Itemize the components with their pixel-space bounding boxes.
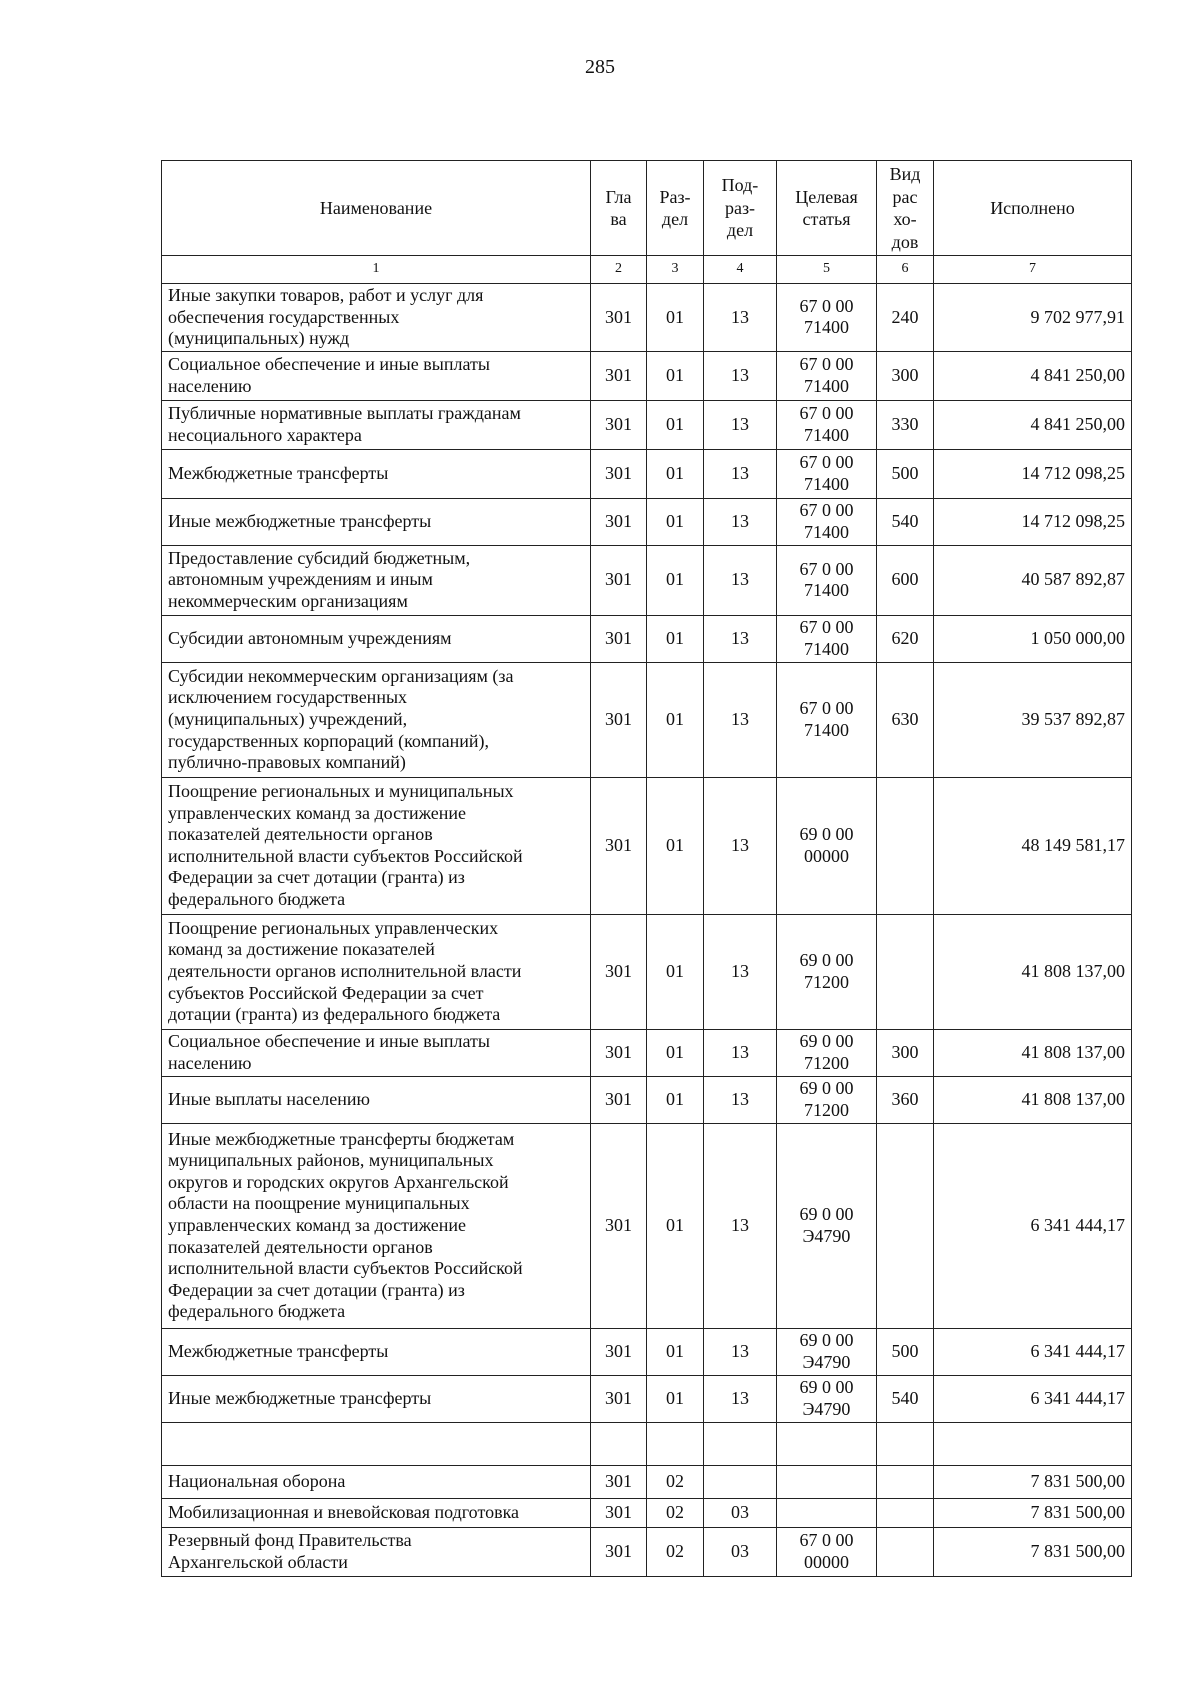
row-chapter: 301 (591, 284, 647, 352)
row-subsection: 13 (704, 400, 777, 449)
row-name: Поощрение региональных управленческих команд за достижение показателей деятельности органов исполнительной власти субъектов Российской Федерации за счет дотации (гранта) из федерального бюджета (162, 914, 591, 1029)
row-expense-type (877, 1465, 934, 1498)
row-subsection: 13 (704, 449, 777, 498)
row-chapter: 301 (591, 545, 647, 615)
row-expense-type: 500 (877, 1328, 934, 1375)
column-number: 6 (877, 256, 934, 284)
row-target-article: 69 0 00 71200 (777, 914, 877, 1029)
row-section: 01 (647, 662, 704, 777)
row-chapter: 301 (591, 662, 647, 777)
row-name: Иные межбюджетные трансферты (162, 1375, 591, 1422)
row-target-article: 67 0 00 71400 (777, 545, 877, 615)
row-name: Субсидии автономным учреждениям (162, 615, 591, 662)
row-section: 01 (647, 284, 704, 352)
row-chapter: 301 (591, 400, 647, 449)
row-chapter (591, 1422, 647, 1465)
row-target-article (777, 1465, 877, 1498)
row-expense-type: 630 (877, 662, 934, 777)
row-name: Публичные нормативные выплаты гражданам несоциального характера (162, 400, 591, 449)
row-expense-type: 360 (877, 1076, 934, 1123)
row-name: Субсидии некоммерческим организациям (за исключением государственных (муниципальных) учреждений, государственных корпораций (компаний), публично-правовых компаний) (162, 662, 591, 777)
row-expense-type (877, 1422, 934, 1465)
column-number: 5 (777, 256, 877, 284)
row-executed-amount: 1 050 000,00 (934, 615, 1132, 662)
row-executed-amount: 4 841 250,00 (934, 400, 1132, 449)
row-subsection: 13 (704, 1328, 777, 1375)
header-chapter: Гла ва (591, 161, 647, 256)
row-target-article (777, 1498, 877, 1527)
row-executed-amount: 41 808 137,00 (934, 1029, 1132, 1076)
table-row (162, 498, 1132, 545)
row-chapter: 301 (591, 1527, 647, 1576)
row-section: 01 (647, 400, 704, 449)
row-target-article: 69 0 00 71200 (777, 1029, 877, 1076)
row-target-article: 67 0 00 00000 (777, 1527, 877, 1576)
row-target-article: 67 0 00 71400 (777, 449, 877, 498)
row-section: 01 (647, 615, 704, 662)
header-section: Раз- дел (647, 161, 704, 256)
row-name: Резервный фонд Правительства Архангельской области (162, 1527, 591, 1576)
row-section (647, 1422, 704, 1465)
row-executed-amount: 14 712 098,25 (934, 449, 1132, 498)
row-executed-amount: 9 702 977,91 (934, 284, 1132, 352)
row-subsection: 13 (704, 351, 777, 400)
row-expense-type: 330 (877, 400, 934, 449)
row-executed-amount: 40 587 892,87 (934, 545, 1132, 615)
table-row (162, 545, 1132, 615)
row-section: 02 (647, 1527, 704, 1576)
table-row (162, 1465, 1132, 1498)
row-chapter: 301 (591, 351, 647, 400)
row-expense-type: 540 (877, 498, 934, 545)
row-name: Предоставление субсидий бюджетным, автономным учреждениям и иным некоммерческим организациям (162, 545, 591, 615)
table-row (162, 1527, 1132, 1576)
row-section: 01 (647, 1076, 704, 1123)
row-section: 01 (647, 1029, 704, 1076)
row-executed-amount: 7 831 500,00 (934, 1498, 1132, 1527)
row-target-article: 67 0 00 71400 (777, 498, 877, 545)
row-section: 01 (647, 914, 704, 1029)
row-executed-amount: 6 341 444,17 (934, 1328, 1132, 1375)
row-target-article: 67 0 00 71400 (777, 284, 877, 352)
row-subsection: 13 (704, 662, 777, 777)
row-subsection: 03 (704, 1498, 777, 1527)
row-section: 01 (647, 1328, 704, 1375)
row-target-article: 69 0 00 Э4790 (777, 1328, 877, 1375)
row-expense-type: 600 (877, 545, 934, 615)
row-chapter: 301 (591, 1029, 647, 1076)
header-expense-type: Вид рас хо- дов (877, 161, 934, 256)
row-chapter: 301 (591, 498, 647, 545)
row-name: Иные выплаты населению (162, 1076, 591, 1123)
row-subsection: 03 (704, 1527, 777, 1576)
table-row (162, 351, 1132, 400)
row-chapter: 301 (591, 1465, 647, 1498)
row-section: 01 (647, 351, 704, 400)
row-executed-amount: 7 831 500,00 (934, 1465, 1132, 1498)
row-chapter: 301 (591, 914, 647, 1029)
row-target-article: 69 0 00 71200 (777, 1076, 877, 1123)
table-header-row (162, 161, 1132, 256)
row-subsection: 13 (704, 914, 777, 1029)
row-name: Поощрение региональных и муниципальных управленческих команд за достижение показателей деятельности органов исполнительной власти субъектов Российской Федерации за счет дотации (гранта) из федерального бюджета (162, 777, 591, 914)
row-section: 01 (647, 1123, 704, 1328)
table-row (162, 914, 1132, 1029)
row-expense-type (877, 1123, 934, 1328)
table-row (162, 1328, 1132, 1375)
row-subsection: 13 (704, 498, 777, 545)
row-subsection: 13 (704, 1029, 777, 1076)
row-subsection: 13 (704, 1375, 777, 1422)
column-number: 1 (162, 256, 591, 284)
row-section: 01 (647, 545, 704, 615)
table-row (162, 662, 1132, 777)
row-executed-amount: 6 341 444,17 (934, 1375, 1132, 1422)
row-name: Межбюджетные трансферты (162, 449, 591, 498)
table-row (162, 1498, 1132, 1527)
column-number: 7 (934, 256, 1132, 284)
row-name: Социальное обеспечение и иные выплаты населению (162, 351, 591, 400)
table-row (162, 284, 1132, 352)
row-target-article (777, 1422, 877, 1465)
row-subsection: 13 (704, 777, 777, 914)
header-name: Наименование (162, 161, 591, 256)
row-name: Национальная оборона (162, 1465, 591, 1498)
header-executed: Исполнено (934, 161, 1132, 256)
row-executed-amount: 4 841 250,00 (934, 351, 1132, 400)
row-chapter: 301 (591, 449, 647, 498)
row-subsection: 13 (704, 1076, 777, 1123)
column-number: 2 (591, 256, 647, 284)
budget-execution-table (161, 160, 1132, 1577)
column-number: 3 (647, 256, 704, 284)
table-row (162, 1076, 1132, 1123)
row-chapter: 301 (591, 1328, 647, 1375)
row-chapter: 301 (591, 777, 647, 914)
row-section: 01 (647, 449, 704, 498)
row-subsection: 13 (704, 545, 777, 615)
row-subsection (704, 1422, 777, 1465)
row-name (162, 1422, 591, 1465)
row-name: Иные межбюджетные трансферты (162, 498, 591, 545)
row-executed-amount (934, 1422, 1132, 1465)
row-executed-amount: 39 537 892,87 (934, 662, 1132, 777)
row-name: Межбюджетные трансферты (162, 1328, 591, 1375)
row-executed-amount: 7 831 500,00 (934, 1527, 1132, 1576)
row-target-article: 67 0 00 71400 (777, 351, 877, 400)
table-row (162, 449, 1132, 498)
row-expense-type: 620 (877, 615, 934, 662)
header-subsection: Под- раз- дел (704, 161, 777, 256)
row-chapter: 301 (591, 615, 647, 662)
row-subsection (704, 1465, 777, 1498)
table-row (162, 1029, 1132, 1076)
row-expense-type: 240 (877, 284, 934, 352)
row-expense-type: 540 (877, 1375, 934, 1422)
row-expense-type: 300 (877, 1029, 934, 1076)
column-number-row (162, 256, 1132, 284)
row-executed-amount: 41 808 137,00 (934, 1076, 1132, 1123)
row-executed-amount: 41 808 137,00 (934, 914, 1132, 1029)
row-chapter: 301 (591, 1076, 647, 1123)
table-row (162, 400, 1132, 449)
row-executed-amount: 14 712 098,25 (934, 498, 1132, 545)
page-number: 285 (585, 56, 615, 78)
row-name: Социальное обеспечение и иные выплаты населению (162, 1029, 591, 1076)
row-chapter: 301 (591, 1123, 647, 1328)
row-target-article: 69 0 00 00000 (777, 777, 877, 914)
row-expense-type (877, 1527, 934, 1576)
row-section: 01 (647, 777, 704, 914)
row-chapter: 301 (591, 1498, 647, 1527)
header-target-article: Целевая статья (777, 161, 877, 256)
table-body (162, 284, 1132, 1577)
row-name: Иные закупки товаров, работ и услуг для обеспечения государственных (муниципальных) нужд (162, 284, 591, 352)
row-expense-type: 500 (877, 449, 934, 498)
row-chapter: 301 (591, 1375, 647, 1422)
row-subsection: 13 (704, 1123, 777, 1328)
table-row (162, 777, 1132, 914)
row-expense-type: 300 (877, 351, 934, 400)
table-row (162, 1375, 1132, 1422)
row-target-article: 69 0 00 Э4790 (777, 1123, 877, 1328)
row-section: 01 (647, 498, 704, 545)
row-subsection: 13 (704, 615, 777, 662)
row-target-article: 67 0 00 71400 (777, 662, 877, 777)
row-section: 02 (647, 1498, 704, 1527)
row-section: 02 (647, 1465, 704, 1498)
row-section: 01 (647, 1375, 704, 1422)
row-target-article: 67 0 00 71400 (777, 615, 877, 662)
table-row (162, 615, 1132, 662)
column-number: 4 (704, 256, 777, 284)
table-row (162, 1422, 1132, 1465)
row-name: Иные межбюджетные трансферты бюджетам муниципальных районов, муниципальных округов и городских округов Архангельской области на поощрение муниципальных управленческих команд за достижение показателей деятельности органов исполнительной власти субъектов Российской Федерации за счет дотации (гранта) из федерального бюджета (162, 1123, 591, 1328)
row-expense-type (877, 777, 934, 914)
row-subsection: 13 (704, 284, 777, 352)
table-row (162, 1123, 1132, 1328)
row-target-article: 69 0 00 Э4790 (777, 1375, 877, 1422)
row-name: Мобилизационная и вневойсковая подготовка (162, 1498, 591, 1527)
row-target-article: 67 0 00 71400 (777, 400, 877, 449)
row-expense-type (877, 914, 934, 1029)
row-expense-type (877, 1498, 934, 1527)
row-executed-amount: 6 341 444,17 (934, 1123, 1132, 1328)
row-executed-amount: 48 149 581,17 (934, 777, 1132, 914)
